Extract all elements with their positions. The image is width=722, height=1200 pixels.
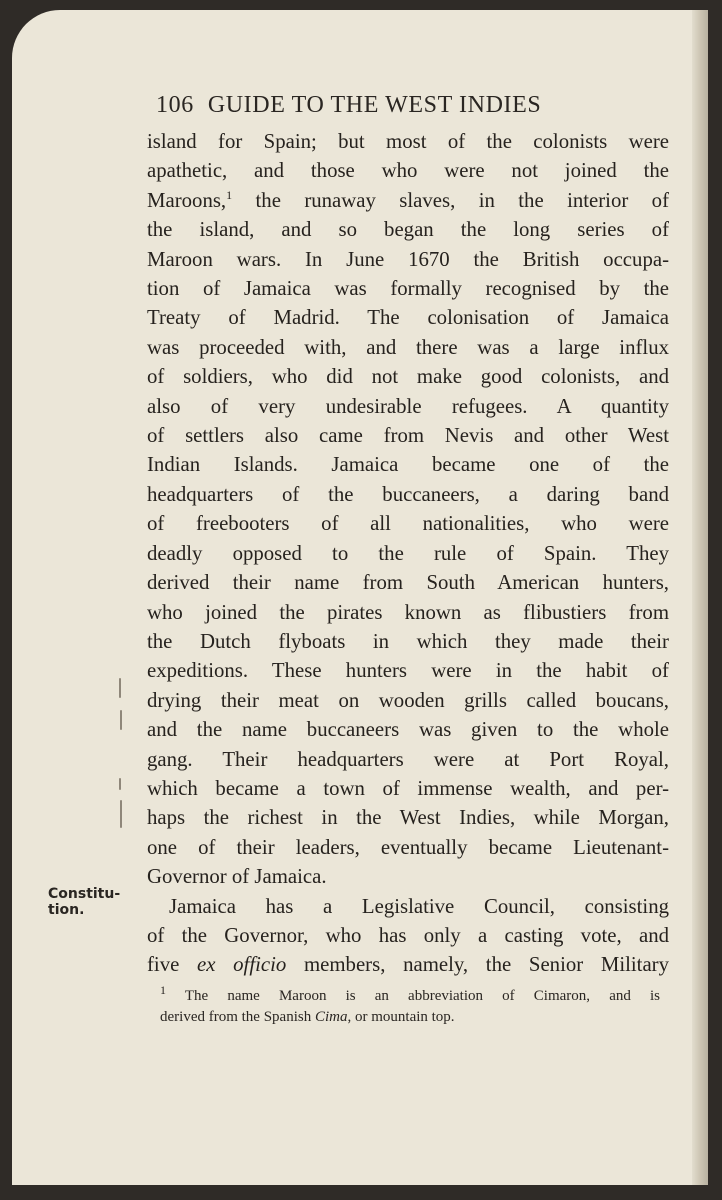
footnote: [160, 983, 660, 1028]
running-header: [156, 92, 636, 119]
text-line: headquarters of the buccaneers, a daring band: [147, 482, 669, 506]
text-line: deadly opposed to the rule of Spain. They: [147, 541, 669, 565]
text-line: also of very undesirable refugees. A quantity: [147, 394, 669, 418]
footnote-line: [160, 983, 660, 1007]
text-line: Indian Islands. Jamaica became one of the: [147, 453, 669, 477]
text-fragment: The name Maroon is an abbreviation of Cimaron, and is: [184, 988, 660, 1004]
footnote-marker: 1: [160, 983, 166, 997]
text-line: the Dutch flyboats in which they made their: [147, 629, 669, 653]
text-line: drying their meat on wooden grills called boucans,: [147, 688, 669, 712]
text-line: Jamaica has a Legislative Council, consisting: [169, 894, 669, 918]
running-title: GUIDE TO THE WEST INDIES: [207, 92, 542, 118]
book-page: [12, 10, 708, 1185]
italic-phrase: ex officio: [197, 953, 287, 977]
italic-word: Cima: [314, 1009, 348, 1025]
text-line: of soldiers, who did not make good colonists, and: [147, 365, 669, 389]
text-line: who joined the pirates known as flibustiers from: [147, 600, 669, 624]
text-fragment: , or mountain top.: [347, 1009, 455, 1025]
text-fragment: the runaway slaves, in the interior of: [255, 188, 669, 212]
text-line: island for Spain; but most of the colonists were: [147, 130, 669, 153]
page-spine-shadow: [692, 10, 708, 1185]
footnote-line: [160, 1007, 660, 1028]
text-line: expeditions. These hunters were in the habit of: [147, 659, 669, 683]
text-line: Governor of Jamaica.: [147, 865, 327, 889]
text-line: gang. Their headquarters were at Port Royal,: [147, 747, 669, 771]
text-line: apathetic, and those who were not joined the: [147, 159, 669, 183]
text-line: of freebooters of all nationalities, who were: [147, 512, 669, 536]
text-line: [147, 950, 669, 979]
text-fragment: Maroons,: [147, 188, 227, 212]
text-line: of the Governor, who has only a casting vote, and: [147, 923, 669, 947]
text-line: which became a town of immense wealth, and per-: [147, 776, 669, 800]
text-line: of settlers also came from Nevis and other West: [147, 424, 669, 448]
pencil-mark: [120, 710, 122, 730]
text-line: the island, and so began the long series of: [147, 218, 669, 242]
margin-note-line: tion.: [48, 902, 85, 918]
text-line: tion of Jamaica was formally recognised by the: [147, 277, 669, 301]
pencil-mark: [119, 778, 121, 790]
margin-note: [48, 886, 138, 918]
footnote-reference: 1: [226, 187, 233, 202]
text-fragment: derived from the Spanish: [160, 1009, 312, 1025]
text-line: Treaty of Madrid. The colonisation of Jamaica: [147, 306, 669, 330]
text-fragment: five: [147, 953, 180, 977]
page-number: 106: [156, 92, 194, 118]
text-line: and the name buccaneers was given to the whole: [147, 718, 669, 742]
pencil-mark: [120, 800, 122, 828]
body-text: [147, 127, 669, 980]
text-line: derived their name from South American hunters,: [147, 571, 669, 595]
text-line: one of their leaders, eventually became Lieutenant-: [147, 835, 669, 859]
margin-note-line: Constitu-: [48, 886, 121, 902]
pencil-mark: [119, 678, 121, 698]
text-line: [147, 186, 669, 215]
text-line: Maroon wars. In June 1670 the British occupa-: [147, 247, 669, 271]
text-line: haps the richest in the West Indies, while Morgan,: [147, 806, 669, 830]
text-line: was proceeded with, and there was a large influx: [147, 335, 669, 359]
text-fragment: members, namely, the Senior Military: [303, 953, 669, 977]
